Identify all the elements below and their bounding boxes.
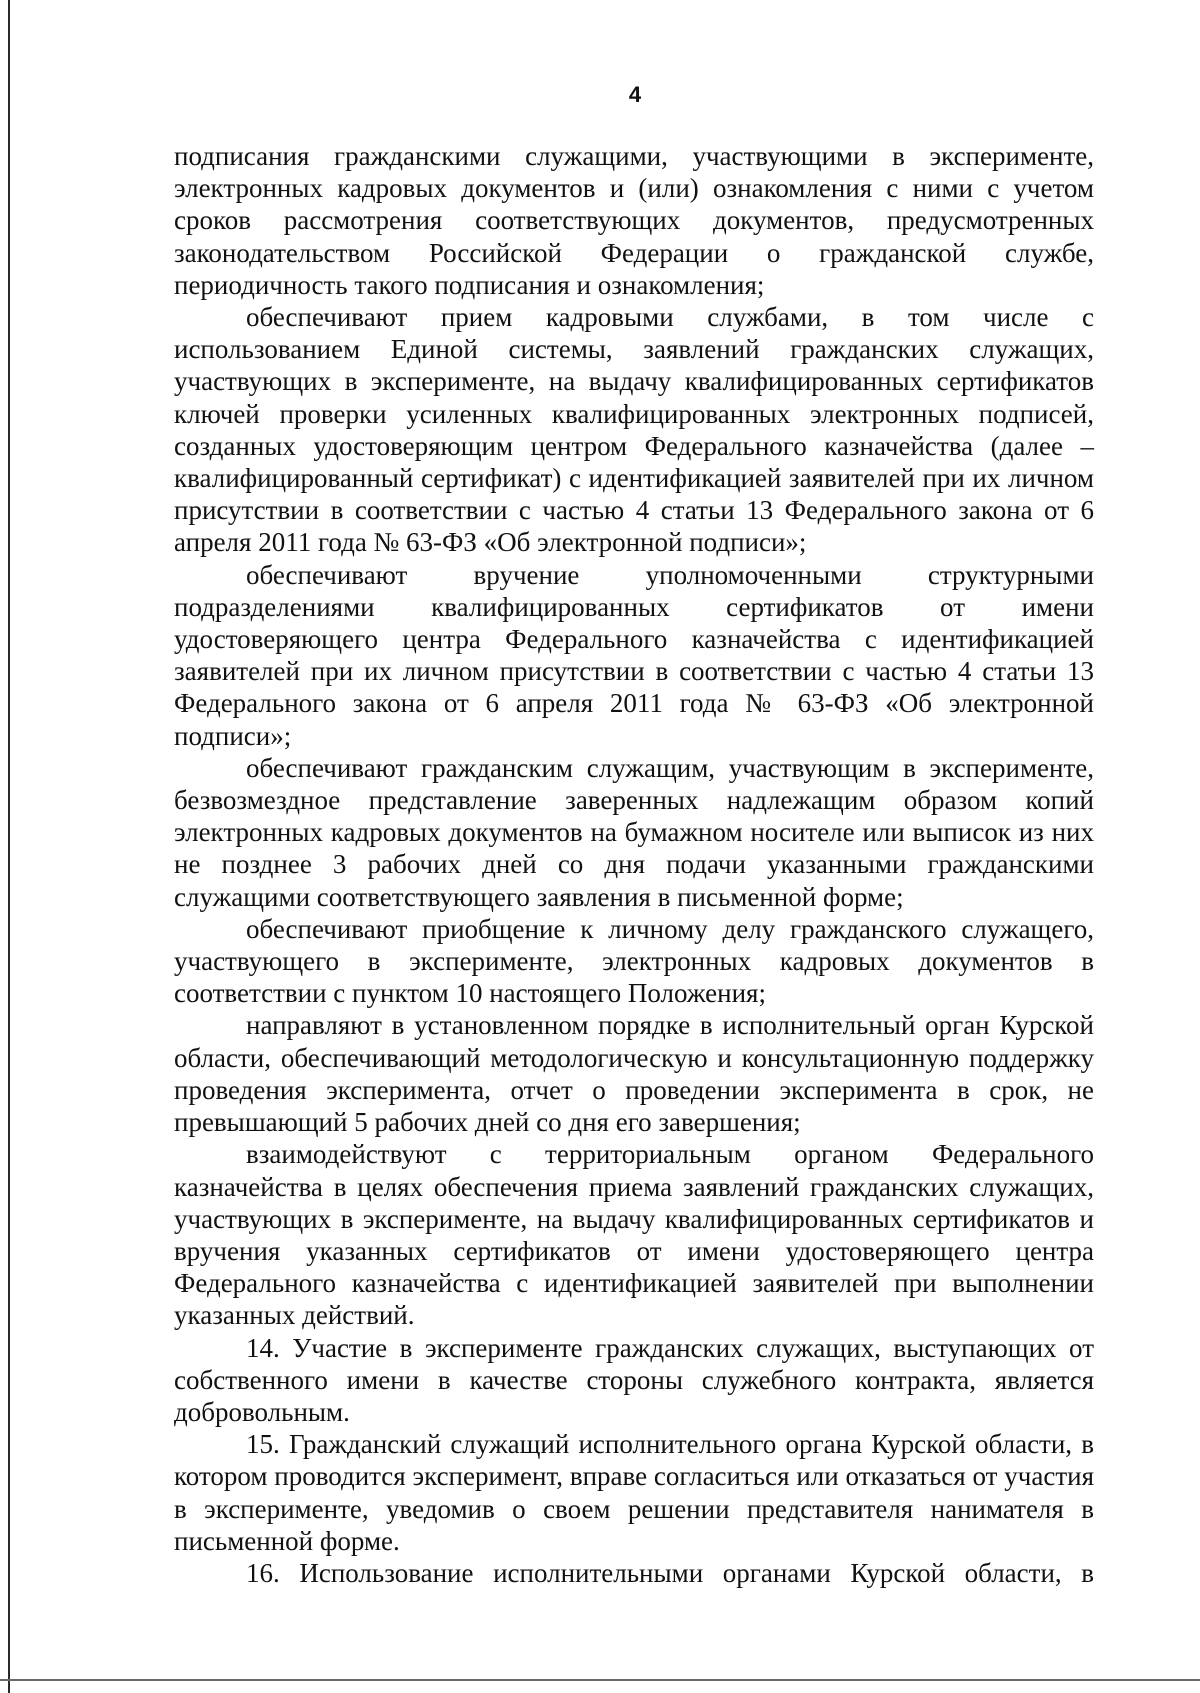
paragraph-clause-16: 16. Использование исполнительными органами Курской области, в [246,1557,1094,1588]
paragraph-list-item: обеспечивают приобщение к личному делу гражданского служащего, участвующего в эксперименте, электронных кадровых документов в соответствии с пунктом 10 настоящего Положения; [174,913,1094,1009]
document-text [174,140,1094,1589]
paragraph-list-item: обеспечивают гражданским служащим, участвующим в эксперименте, безвозмездное представление заверенных надлежащим образом копий электронных кадровых документов на бумажном носителе или выписок из них не позднее 3 рабочих дней со дня подачи указанными гражданскими служащими соответствующего заявления в письменной форме; [174,752,1094,912]
paragraph-list-item: направляют в установленном порядке в исполнительный орган Курской области, обеспечивающий методологическую и консультационную поддержку проведения эксперимента, отчет о проведении эксперимента в срок, не превышающий 5 рабочих дней со дня его завершения; [174,1010,1094,1138]
paragraph-clause-14: 14. Участие в эксперименте гражданских служащих, выступающих от собственного имени в качестве стороны служебного контракта, является добровольным. [174,1332,1094,1427]
scan-left-edge [8,0,10,1693]
paragraph-list-item: взаимодействуют с территориальным органом Федерального казначейства в целях обеспечения приема заявлений гражданских служащих, участвующих в эксперименте, на выдачу квалифицированных сертификатов и вручения указанных сертификатов от имени удостоверяющего центра Федерального казначейства с идентификацией заявителей при выполнении указанных действий. [174,1139,1094,1331]
page-number: 4 [628,82,642,107]
paragraph-continuation: подписания гражданскими служащими, участвующими в эксперименте, электронных кадровых документов и (или) ознакомления с ними с учетом сроков рассмотрения соответствующих документов, предусмотренных законодательством Российской Федерации о гражданской службе, периодичность такого подписания и ознакомления; [174,141,1094,300]
paragraph-clause-15: 15. Гражданский служащий исполнительного органа Курской области, в котором проводится эксперимент, вправе согласиться или отказаться от участия в эксперименте, уведомив о своем решении представителя нанимателя в письменной форме. [174,1429,1094,1556]
scan-bottom-edge [0,1679,1200,1681]
paragraph-list-item: обеспечивают вручение уполномоченными структурными подразделениями квалифицированных сертификатов от имени удостоверяющего центра Федерального казначейства с идентификацией заявителей при их личном присутствии в соответствии с частью 4 статьи 13 Федерального закона от 6 апреля 2011 года № 63-ФЗ «Об электронной подписи»; [174,559,1094,751]
paragraph-list-item: обеспечивают прием кадровыми службами, в том числе с использованием Единой системы, заявлений гражданских служащих, участвующих в эксперименте, на выдачу квалифицированных сертификатов ключей проверки усиленных квалифицированных электронных подписей, созданных удостоверяющим центром Федерального казначейства (далее – квалифицированный сертификат) с идентификацией заявителей при их личном присутствии в соответствии с частью 4 статьи 13 Федерального закона от 6 апреля 2011 года № 63-ФЗ «Об электронной подписи»; [174,302,1094,558]
